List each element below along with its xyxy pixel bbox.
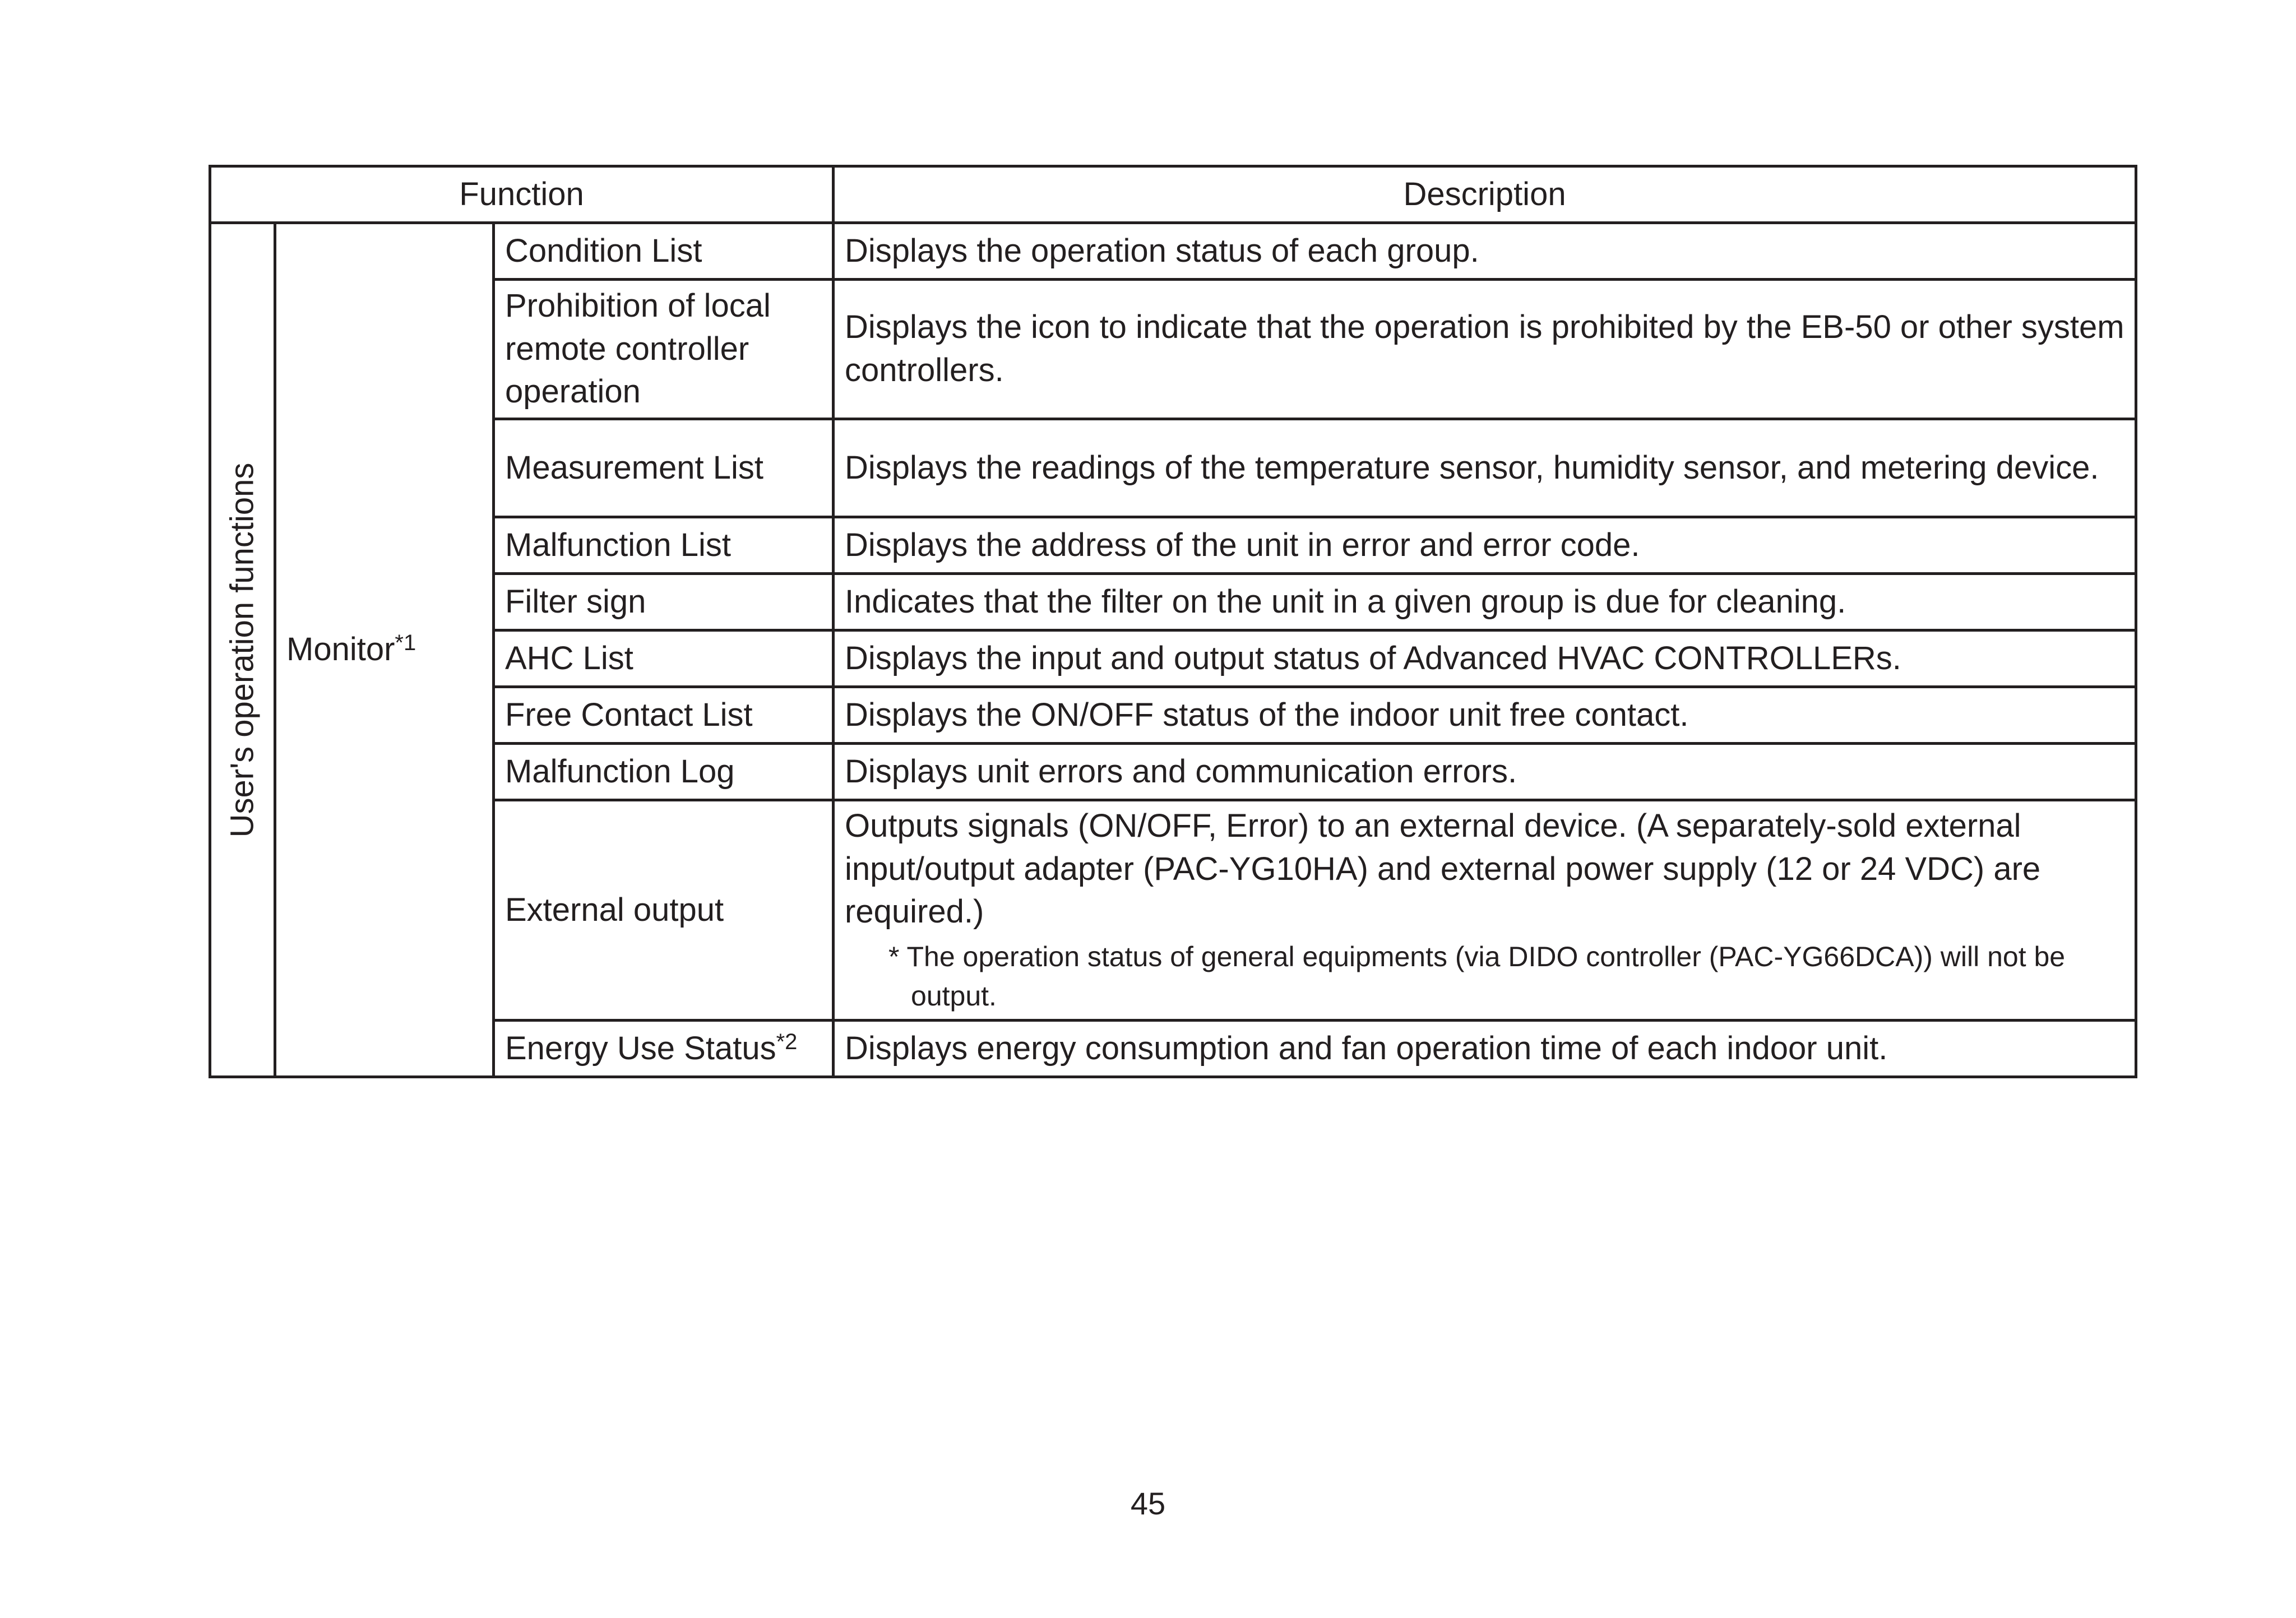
description-cell: Displays the operation status of each group. bbox=[834, 223, 2136, 280]
table-row bbox=[210, 687, 2136, 744]
page-number: 45 bbox=[1130, 1486, 1166, 1521]
description-text: Outputs signals (ON/OFF, Error) to an external device. (A separately-sold external input/output adapter (PAC-YG10HA) and external power supply (12 or 24 VDC) are required.) bbox=[845, 808, 2041, 930]
description-cell: Displays the address of the unit in error and error code. bbox=[834, 517, 2136, 574]
table-row bbox=[210, 419, 2136, 517]
table-row bbox=[210, 744, 2136, 800]
description-cell bbox=[834, 800, 2136, 1021]
description-note: * The operation status of general equipments (via DIDO controller (PAC-YG66DCA)) will not be output. bbox=[888, 940, 2066, 1012]
function-cell: Malfunction List bbox=[494, 517, 834, 574]
description-cell: Displays energy consumption and fan operation time of each indoor unit. bbox=[834, 1021, 2136, 1077]
function-cell: Condition List bbox=[494, 223, 834, 280]
description-cell: Indicates that the filter on the unit in a given group is due for cleaning. bbox=[834, 574, 2136, 630]
header-function: Function bbox=[210, 166, 834, 223]
function-cell: Malfunction Log bbox=[494, 744, 834, 800]
function-cell: Free Contact List bbox=[494, 687, 834, 744]
category-label: User's operation functions bbox=[224, 462, 261, 837]
function-label: Energy Use Status bbox=[505, 1030, 776, 1067]
function-cell: Prohibition of local remote controller operation bbox=[494, 280, 834, 419]
function-cell: External output bbox=[494, 800, 834, 1021]
table-row bbox=[210, 517, 2136, 574]
table-row bbox=[210, 223, 2136, 280]
group-cell bbox=[275, 223, 494, 1077]
function-cell: AHC List bbox=[494, 630, 834, 687]
table-row bbox=[210, 280, 2136, 419]
function-footnote-mark: *2 bbox=[776, 1029, 798, 1054]
category-cell bbox=[210, 223, 275, 1077]
function-cell: Filter sign bbox=[494, 574, 834, 630]
function-cell: Measurement List bbox=[494, 419, 834, 517]
table-row bbox=[210, 630, 2136, 687]
group-footnote-mark: *1 bbox=[395, 630, 416, 656]
description-cell: Displays the ON/OFF status of the indoor unit free contact. bbox=[834, 687, 2136, 744]
description-cell: Displays the input and output status of Advanced HVAC CONTROLLERs. bbox=[834, 630, 2136, 687]
description-cell: Displays unit errors and communication errors. bbox=[834, 744, 2136, 800]
group-label: Monitor bbox=[286, 631, 395, 668]
function-cell bbox=[494, 1021, 834, 1077]
table-row bbox=[210, 800, 2136, 1021]
table-row bbox=[210, 1021, 2136, 1077]
table-row bbox=[210, 574, 2136, 630]
description-cell: Displays the readings of the temperature sensor, humidity sensor, and metering device. bbox=[834, 419, 2136, 517]
description-cell: Displays the icon to indicate that the operation is prohibited by the EB-50 or other system controllers. bbox=[834, 280, 2136, 419]
functions-table bbox=[209, 165, 2137, 1078]
header-description: Description bbox=[834, 166, 2136, 223]
